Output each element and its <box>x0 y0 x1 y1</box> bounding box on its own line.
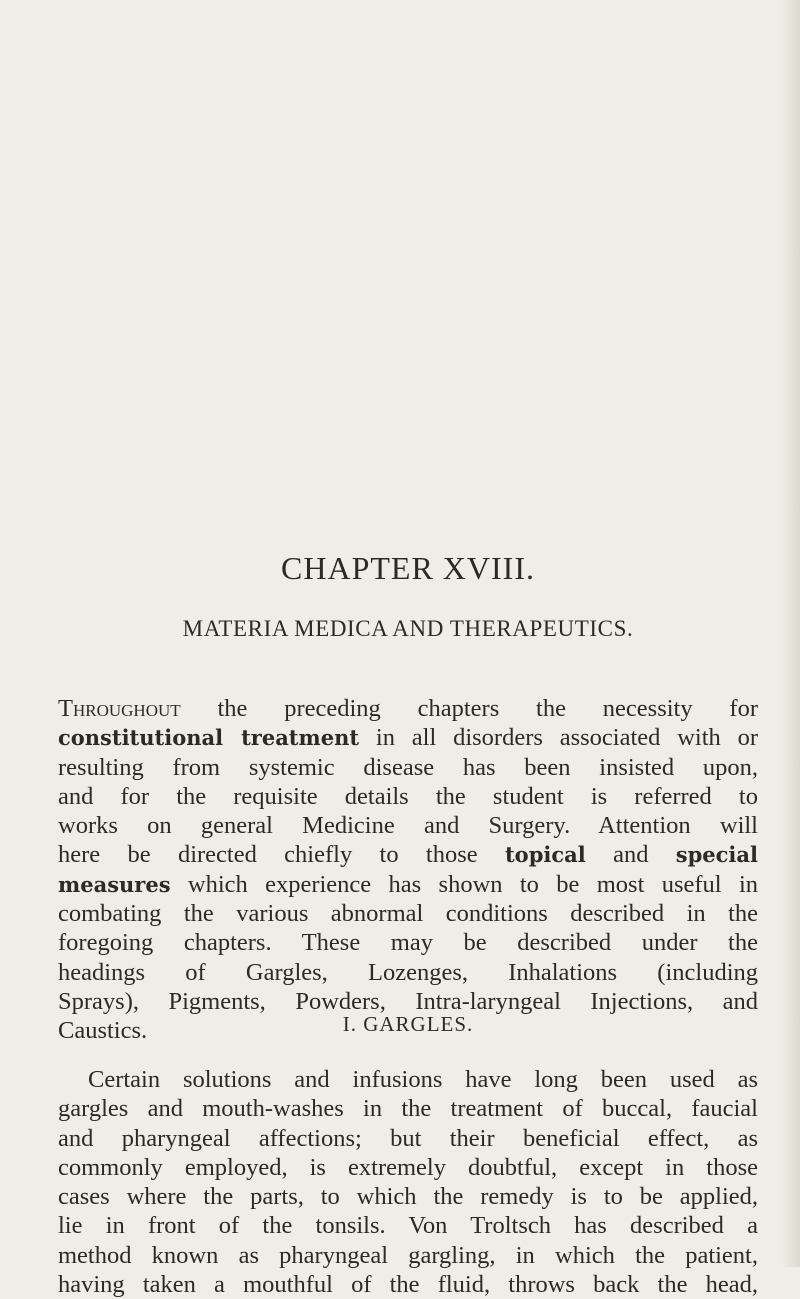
bold-term: topical <box>504 842 586 868</box>
paragraph-line <box>58 723 758 752</box>
gargles-paragraph <box>58 1065 758 1299</box>
paragraph-line: having taken a mouthful of the fluid, throws back the head, <box>58 1271 758 1299</box>
bold-term: constitutional treatment <box>58 725 360 751</box>
paragraph-line: resulting from systemic disease has been insisted upon, <box>58 753 758 781</box>
page-edge-shadow <box>782 0 800 1267</box>
paragraph-line: foregoing chapters. These may be described under the <box>58 929 758 957</box>
line-text: and <box>585 841 676 869</box>
paragraph-line <box>58 870 758 899</box>
paragraph-line: headings of Gargles, Lozenges, Inhalations (including <box>58 958 758 986</box>
line-text: here be directed chiefly to those <box>58 841 505 869</box>
paragraph-line: and pharyngeal affections; but their beneficial effect, as <box>58 1124 758 1152</box>
paragraph-line: method known as pharyngeal gargling, in which the patient, <box>58 1241 758 1269</box>
book-page <box>58 0 758 1299</box>
line-text: in all disorders associated with or <box>359 724 758 752</box>
paragraph-line: works on general Medicine and Surgery. Attention will <box>58 812 758 840</box>
bold-term: special <box>675 842 758 868</box>
chapter-subtitle: MATERIA MEDICA AND THERAPEUTICS. <box>182 616 634 641</box>
paragraph-line: lie in front of the tonsils. Von Troltsch has described a <box>58 1212 758 1240</box>
chapter-title: CHAPTER XVIII. <box>281 550 535 586</box>
paragraph-line <box>58 840 758 869</box>
paragraph-line: cases where the parts, to which the remedy is to be applied, <box>58 1183 758 1211</box>
paragraph-line: Caustics. <box>58 1017 148 1045</box>
paragraph-line: Certain solutions and infusions have long been used as <box>88 1066 758 1093</box>
paragraph-line: and for the requisite details the student is referred to <box>58 782 758 810</box>
paragraph-line: Sprays), Pigments, Powders, Intra-laryngeal Injections, and <box>58 987 758 1015</box>
line-text: the preceding chapters the necessity for <box>180 695 758 722</box>
paragraph-line <box>58 694 758 723</box>
paragraph-line: gargles and mouth-washes in the treatment of buccal, faucial <box>58 1095 758 1123</box>
paragraph-line: commonly employed, is extremely doubtful, except in those <box>58 1153 758 1181</box>
drop-word: Throughout <box>58 695 181 722</box>
intro-paragraph <box>58 694 758 1046</box>
bold-term: measures <box>58 871 171 897</box>
line-text: which experience has shown to be most useful in <box>170 870 758 898</box>
section-heading-gargles: I. GARGLES. <box>342 1012 474 1036</box>
paragraph-line: combating the various abnormal conditions described in the <box>58 900 758 928</box>
